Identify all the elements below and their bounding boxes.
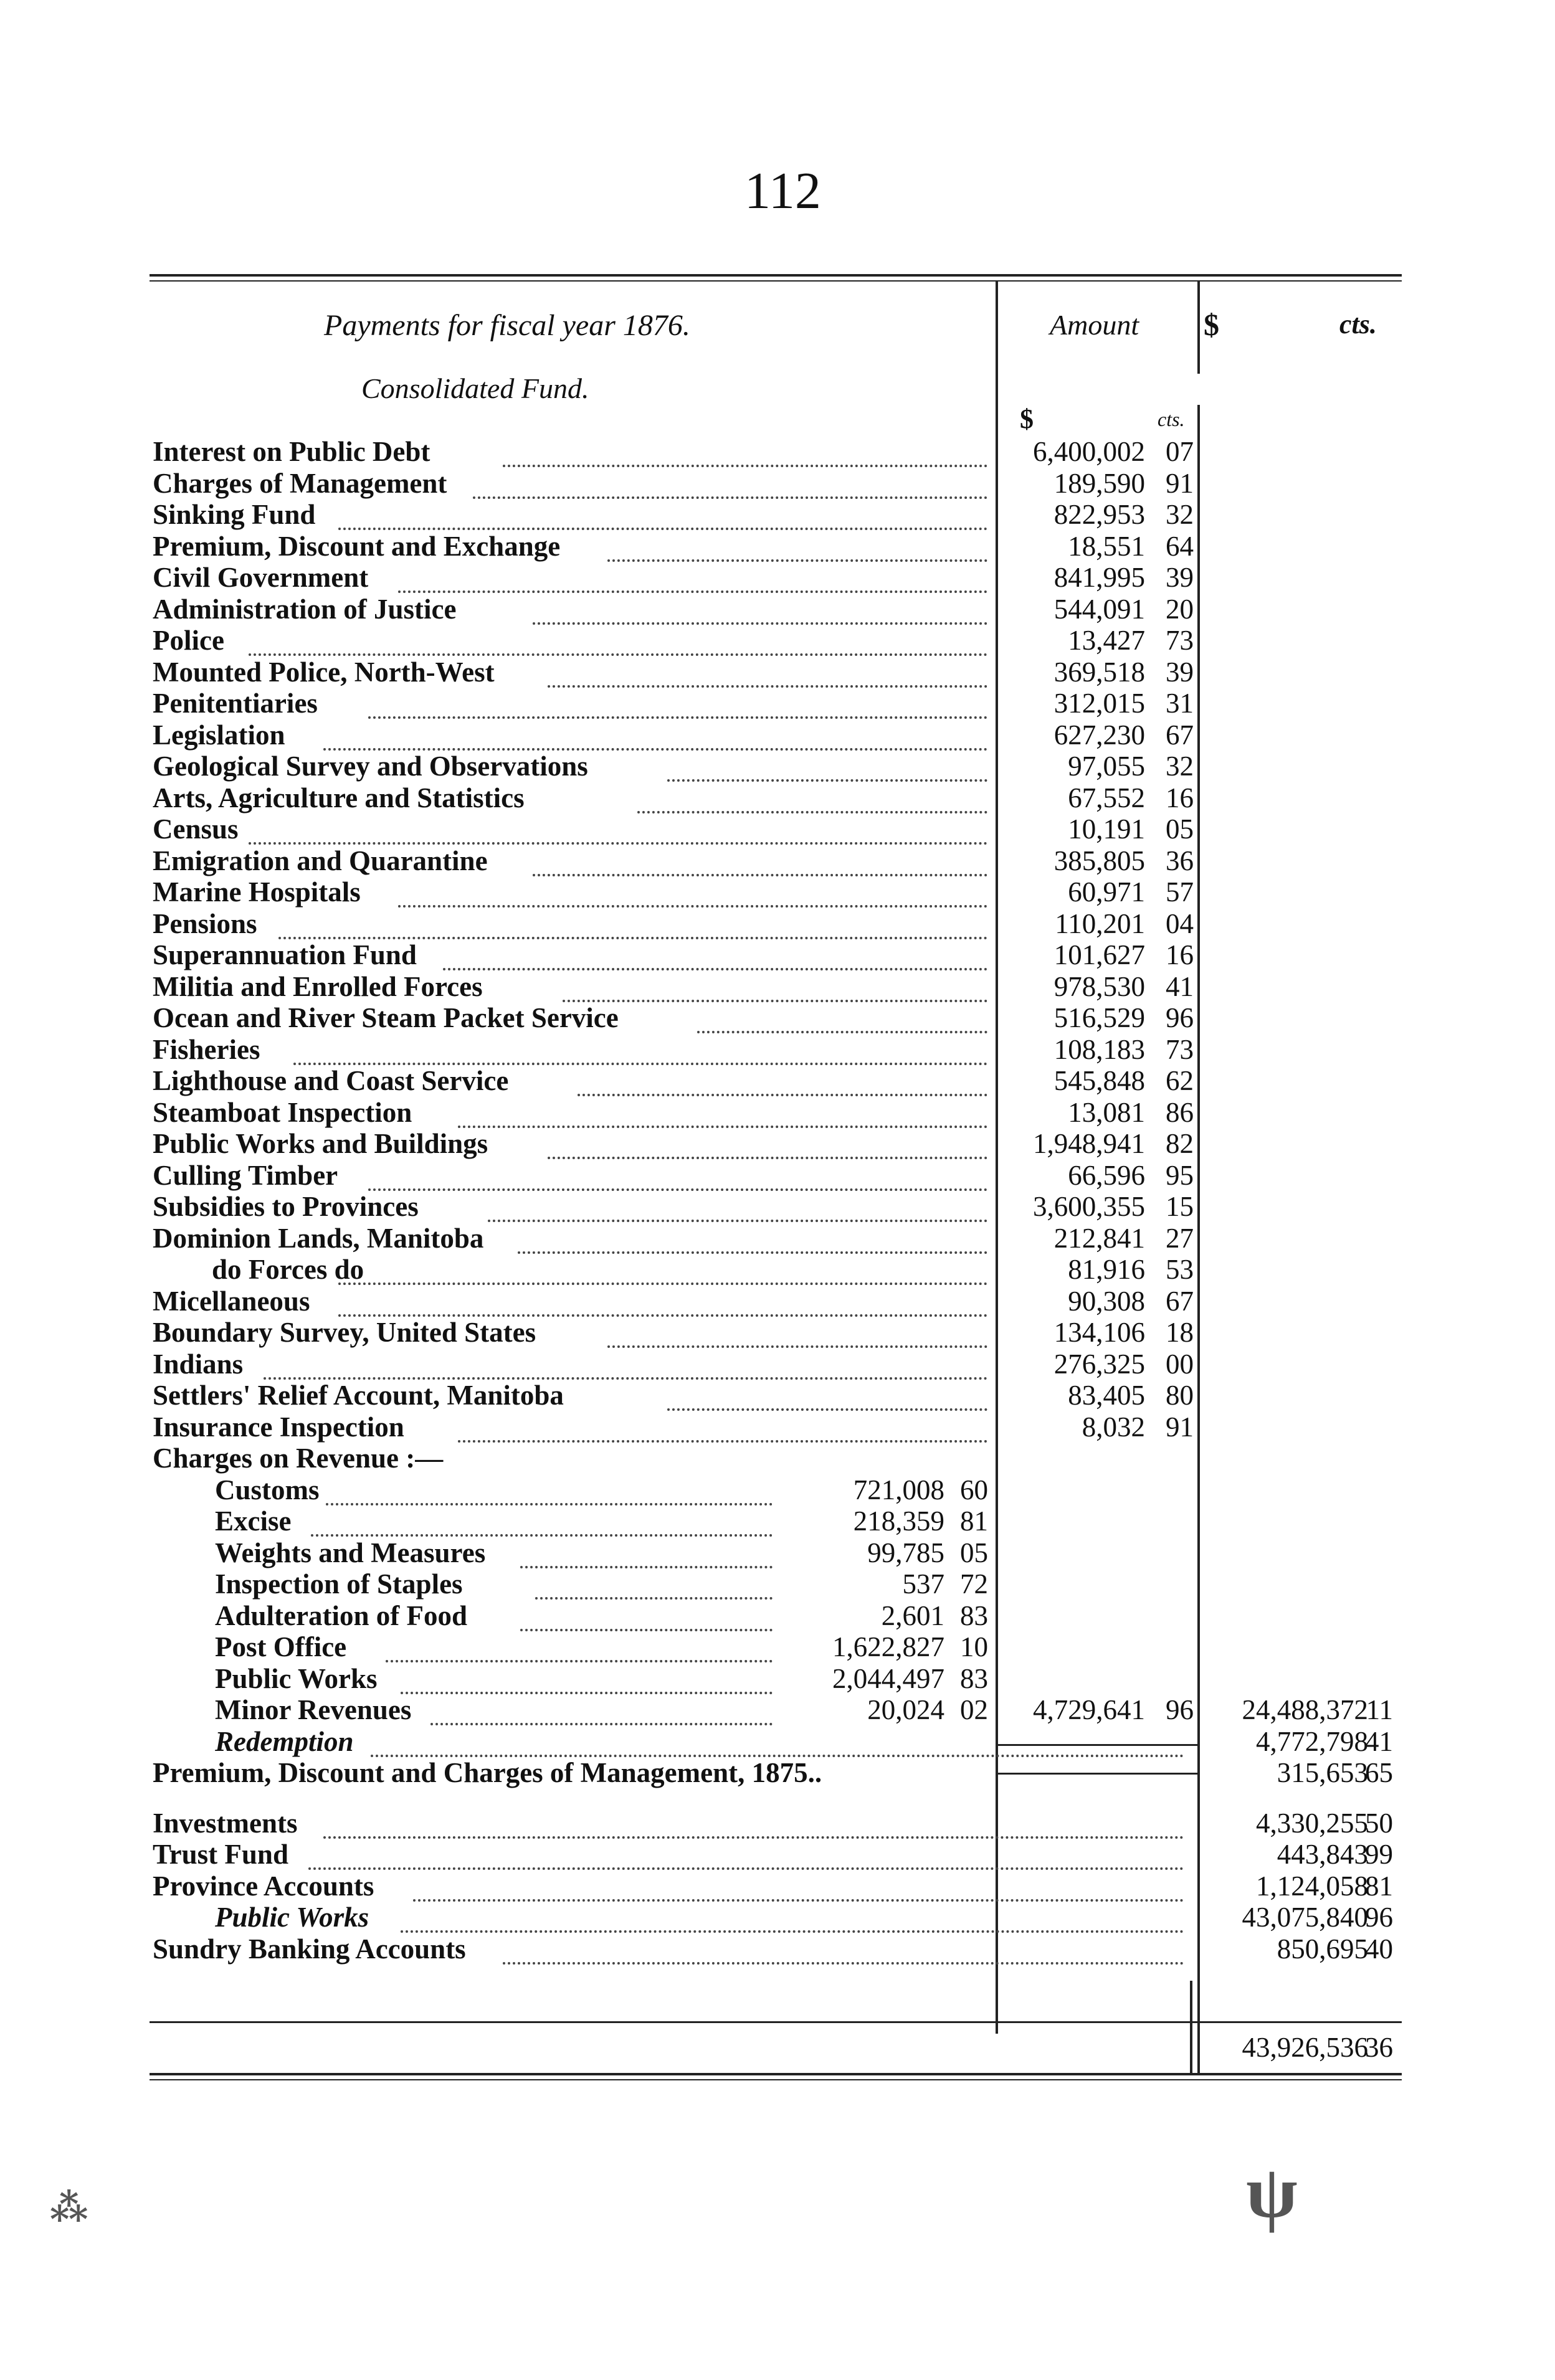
- amount-dollars: 822,953: [1053, 499, 1145, 530]
- amount-cents: 39: [1166, 656, 1194, 688]
- account-cents: 40: [1365, 1933, 1393, 1965]
- amount-dollars: 627,230: [1053, 719, 1145, 751]
- revenue-item-row: [0, 1505, 1555, 1537]
- amount-dollars: 18,551: [1068, 530, 1145, 562]
- amount-cents: 07: [1166, 436, 1194, 467]
- row-label: Culling Timber: [153, 1159, 338, 1191]
- amount-cents: 57: [1166, 876, 1194, 908]
- sub-amount-dollars: 537: [902, 1568, 944, 1600]
- row-label: Census: [153, 813, 239, 845]
- amount-dollars: 545,848: [1053, 1065, 1145, 1096]
- leader-dots: [548, 1128, 987, 1159]
- sub-amount-dollars: 1,622,827: [832, 1631, 944, 1662]
- leader-dots: [368, 688, 987, 719]
- leader-dots: [458, 1097, 987, 1128]
- amount-cents: 39: [1166, 562, 1194, 593]
- amount-dollars: 110,201: [1055, 908, 1145, 939]
- row-label: Premium, Discount and Charges of Management, 1875..: [153, 1757, 822, 1788]
- fund-row: [0, 1317, 1555, 1348]
- leader-dots: [401, 1902, 1184, 1933]
- leader-dots: [338, 1254, 987, 1285]
- leader-dots: [371, 1726, 1184, 1757]
- leader-dots: [578, 1065, 987, 1096]
- amount-cents: 32: [1166, 499, 1194, 530]
- grand-total: [0, 2032, 1555, 2063]
- account-dollars: 4,772,798: [1256, 1725, 1368, 1757]
- leader-dots: [520, 1537, 773, 1568]
- grand-total-cents: 36: [1365, 2032, 1393, 2063]
- section-subtitle: Consolidated Fund.: [361, 372, 589, 404]
- account-dollars: 43,075,840: [1242, 1902, 1368, 1933]
- fund-row: [0, 436, 1555, 467]
- fund-row: [0, 876, 1555, 908]
- bottom-rule-thin: [150, 2079, 1402, 2080]
- row-label: Redemption: [215, 1725, 354, 1757]
- sub-amount-dollars: 99,785: [867, 1537, 944, 1568]
- amount-dollars: 189,590: [1053, 467, 1145, 499]
- amount-unit-cents: cts.: [1158, 408, 1185, 430]
- amount-dollars: 385,805: [1053, 845, 1145, 876]
- cents-column-header: cts.: [1339, 309, 1377, 339]
- row-label: Province Accounts: [153, 1870, 374, 1902]
- fund-row: [0, 1286, 1555, 1317]
- amount-dollars: 13,081: [1068, 1096, 1145, 1128]
- amount-dollars: 369,518: [1053, 656, 1145, 688]
- leader-dots: [323, 719, 987, 751]
- leader-dots: [607, 531, 987, 562]
- amount-dollars: 312,015: [1053, 688, 1145, 719]
- amount-cents: 16: [1166, 939, 1194, 970]
- row-label: Interest on Public Debt: [153, 436, 430, 467]
- leader-dots: [398, 562, 987, 593]
- fund-row: [0, 1223, 1555, 1254]
- amount-cents: 95: [1166, 1159, 1194, 1191]
- account-cents: 81: [1365, 1870, 1393, 1902]
- leader-dots: [311, 1505, 773, 1537]
- leader-dots: [249, 813, 987, 845]
- amount-cents: 36: [1166, 845, 1194, 876]
- leader-dots: [488, 1191, 987, 1222]
- fund-row: [0, 594, 1555, 625]
- subtotal-cents: 96: [1166, 1694, 1194, 1725]
- fund-row: [0, 657, 1555, 688]
- leader-dots: [667, 751, 987, 782]
- pre-total-rule: [150, 2021, 1402, 2023]
- charges-heading-row: [0, 1443, 1555, 1474]
- row-label: Excise: [215, 1505, 292, 1537]
- fund-total-dollars: 24,488,372: [1242, 1694, 1368, 1725]
- sub-amount-cents: 81: [960, 1505, 988, 1537]
- amount-dollars: 6,400,002: [1033, 436, 1145, 467]
- leader-dots: [563, 971, 987, 1002]
- amount-cents: 62: [1166, 1065, 1194, 1096]
- row-label: Trust Fund: [153, 1839, 288, 1870]
- leader-dots: [503, 436, 987, 467]
- sub-amount-cents: 83: [960, 1662, 988, 1694]
- account-dollars: 315,653: [1277, 1757, 1368, 1788]
- amount-dollars: 3,600,355: [1033, 1191, 1145, 1222]
- amount-dollars: 212,841: [1053, 1222, 1145, 1254]
- margin-smudge-icon: ⁂: [50, 2188, 88, 2229]
- row-label: Geological Survey and Observations: [153, 751, 588, 782]
- row-label: do Forces do: [212, 1254, 364, 1285]
- revenue-item-row: [0, 1663, 1555, 1694]
- amount-dollars: 13,427: [1068, 625, 1145, 656]
- row-label: Sundry Banking Accounts: [153, 1933, 466, 1965]
- amount-cents: 67: [1166, 1285, 1194, 1317]
- amount-cents: 16: [1166, 782, 1194, 813]
- fund-row: [0, 468, 1555, 499]
- leader-dots: [368, 1160, 987, 1191]
- sub-amount-dollars: 2,044,497: [832, 1662, 944, 1694]
- leader-dots: [548, 657, 987, 688]
- account-row: [0, 1870, 1555, 1902]
- leader-dots: [323, 1808, 1184, 1839]
- fund-row: [0, 1191, 1555, 1222]
- row-label: Pensions: [153, 908, 257, 939]
- fund-row: [0, 1349, 1555, 1380]
- row-label: Civil Government: [153, 562, 369, 593]
- account-row: [0, 1808, 1555, 1839]
- amount-cents: 05: [1166, 813, 1194, 845]
- amount-cents: 67: [1166, 719, 1194, 751]
- amount-cents: 20: [1166, 593, 1194, 625]
- row-label: Fisheries: [153, 1033, 260, 1065]
- sub-amount-cents: 02: [960, 1694, 988, 1725]
- row-label: Public Works: [215, 1902, 369, 1933]
- leader-dots: [326, 1474, 773, 1505]
- redemption-rule: [998, 1773, 1197, 1775]
- row-label: Weights and Measures: [215, 1537, 486, 1568]
- amount-unit-dollar: $: [1020, 404, 1034, 434]
- account-cents: 41: [1365, 1725, 1393, 1757]
- amount-dollars: 841,995: [1053, 562, 1145, 593]
- sub-amount-cents: 10: [960, 1631, 988, 1662]
- row-label: Ocean and River Steam Packet Service: [153, 1002, 619, 1033]
- amount-dollars: 978,530: [1053, 970, 1145, 1002]
- leader-dots: [338, 1286, 987, 1317]
- amount-cents: 27: [1166, 1222, 1194, 1254]
- account-cents: 50: [1365, 1807, 1393, 1839]
- fund-row: [0, 971, 1555, 1002]
- subtotal-rule: [998, 1744, 1197, 1746]
- amount-dollars: 97,055: [1068, 751, 1145, 782]
- leader-dots: [473, 468, 987, 499]
- leader-dots: [338, 499, 987, 530]
- row-label: Lighthouse and Coast Service: [153, 1065, 509, 1096]
- account-cents: 99: [1365, 1839, 1393, 1870]
- account-row: [0, 1902, 1555, 1933]
- amount-cents: 73: [1166, 1033, 1194, 1065]
- account-row: [0, 1933, 1555, 1965]
- amount-dollars: 134,106: [1053, 1317, 1145, 1348]
- fund-row: [0, 1160, 1555, 1191]
- fund-row: [0, 813, 1555, 845]
- top-rule: [150, 274, 1402, 277]
- account-cents: 96: [1365, 1902, 1393, 1933]
- fund-row: [0, 1380, 1555, 1411]
- fund-row: [0, 1002, 1555, 1033]
- row-label: Post Office: [215, 1631, 347, 1662]
- row-label: Mounted Police, North-West: [153, 656, 495, 688]
- amount-dollars: 90,308: [1068, 1285, 1145, 1317]
- revenue-item-row: [0, 1694, 1555, 1725]
- fund-row: [0, 1411, 1555, 1443]
- revenue-item-row: [0, 1568, 1555, 1600]
- row-label: Premium, Discount and Exchange: [153, 530, 561, 562]
- amount-cents: 82: [1166, 1128, 1194, 1159]
- row-label: Superannuation Fund: [153, 939, 417, 970]
- account-dollars: 443,843: [1277, 1839, 1368, 1870]
- row-label: Charges on Revenue :—: [153, 1443, 444, 1474]
- page-number: 112: [744, 162, 821, 220]
- subtotal-dollars: 4,729,641: [1033, 1694, 1145, 1725]
- row-label: Indians: [153, 1348, 244, 1380]
- amount-cents: 86: [1166, 1096, 1194, 1128]
- row-label: Public Works: [215, 1662, 378, 1694]
- row-label: Adulteration of Food: [215, 1600, 467, 1631]
- row-label: Steamboat Inspection: [153, 1096, 412, 1128]
- leader-dots: [535, 1568, 773, 1600]
- amount-cents: 04: [1166, 908, 1194, 939]
- sub-amount-dollars: 20,024: [867, 1694, 944, 1725]
- fund-row: [0, 751, 1555, 782]
- amount-cents: 91: [1166, 1411, 1194, 1443]
- amount-dollars: 60,971: [1068, 876, 1145, 908]
- amount-dollars: 66,596: [1068, 1159, 1145, 1191]
- sub-amount-cents: 83: [960, 1600, 988, 1631]
- fund-row: [0, 782, 1555, 813]
- ink-blot-icon: ψ: [1246, 2150, 1298, 2233]
- leader-dots: [520, 1600, 773, 1631]
- row-label: Customs: [215, 1474, 320, 1505]
- account-dollars: 4,330,255: [1256, 1807, 1368, 1839]
- row-label: Investments: [153, 1807, 298, 1839]
- row-label: Minor Revenues: [215, 1694, 412, 1725]
- sub-amount-cents: 72: [960, 1568, 988, 1600]
- leader-dots: [413, 1870, 1184, 1902]
- amount-cents: 96: [1166, 1002, 1194, 1033]
- amount-cents: 91: [1166, 467, 1194, 499]
- grand-total-dollars: 43,926,536: [1242, 2032, 1368, 2063]
- fund-row: [0, 719, 1555, 751]
- account-row: [0, 1839, 1555, 1870]
- fund-row: [0, 1065, 1555, 1096]
- leader-dots: [607, 1317, 987, 1348]
- sub-amount-cents: 05: [960, 1537, 988, 1568]
- fund-row: [0, 625, 1555, 656]
- fund-total-cents: 11: [1366, 1694, 1393, 1725]
- leader-dots: [533, 594, 987, 625]
- amount-cents: 80: [1166, 1380, 1194, 1411]
- amount-dollars: 10,191: [1068, 813, 1145, 845]
- amount-cents: 18: [1166, 1317, 1194, 1348]
- fund-row: [0, 1097, 1555, 1128]
- leader-dots: [398, 876, 987, 908]
- leader-dots: [443, 939, 987, 970]
- amount-cents: 73: [1166, 625, 1194, 656]
- leader-dots: [278, 908, 987, 939]
- amount-dollars: 83,405: [1068, 1380, 1145, 1411]
- leader-dots: [503, 1933, 1184, 1965]
- leader-dots: [308, 1839, 1184, 1870]
- revenue-item-row: [0, 1537, 1555, 1568]
- amount-cents: 15: [1166, 1191, 1194, 1222]
- leader-dots: [264, 1349, 987, 1380]
- fund-row: [0, 939, 1555, 970]
- sub-amount-dollars: 218,359: [853, 1505, 944, 1537]
- leader-dots: [249, 625, 987, 656]
- row-label: Settlers' Relief Account, Manitoba: [153, 1380, 564, 1411]
- amount-dollars: 544,091: [1053, 593, 1145, 625]
- account-cents: 65: [1365, 1757, 1393, 1788]
- amount-cents: 64: [1166, 530, 1194, 562]
- leader-dots: [430, 1694, 773, 1725]
- revenue-item-row: [0, 1600, 1555, 1631]
- row-label: Micellaneous: [153, 1285, 310, 1317]
- row-label: Inspection of Staples: [215, 1568, 463, 1600]
- amount-cents: 32: [1166, 751, 1194, 782]
- fund-row: [0, 499, 1555, 530]
- dollar-column-header: $: [1204, 307, 1219, 342]
- amount-cents: 00: [1166, 1348, 1194, 1380]
- leader-dots: [293, 1034, 987, 1065]
- amount-dollars: 108,183: [1053, 1033, 1145, 1065]
- fund-row: [0, 531, 1555, 562]
- leader-dots: [401, 1663, 773, 1694]
- amount-dollars: 1,948,941: [1033, 1128, 1145, 1159]
- row-label: Dominion Lands, Manitoba: [153, 1222, 484, 1254]
- table-title: Payments for fiscal year 1876.: [324, 309, 690, 342]
- row-label: Arts, Agriculture and Statistics: [153, 782, 525, 813]
- amount-dollars: 516,529: [1053, 1002, 1145, 1033]
- header-divider-rule: [1197, 280, 1200, 374]
- sub-amount-dollars: 721,008: [853, 1474, 944, 1505]
- leader-dots: [458, 1411, 987, 1443]
- row-label: Administration of Justice: [153, 593, 457, 625]
- row-label: Sinking Fund: [153, 499, 316, 530]
- amount-cents: 41: [1166, 970, 1194, 1002]
- account-row: [0, 1757, 1555, 1788]
- account-dollars: 1,124,058: [1256, 1870, 1368, 1902]
- leader-dots: [386, 1631, 773, 1662]
- top-rule-thin: [150, 280, 1402, 282]
- row-label: Charges of Management: [153, 467, 447, 499]
- row-label: Militia and Enrolled Forces: [153, 970, 483, 1002]
- fund-row: [0, 845, 1555, 876]
- sub-amount-cents: 60: [960, 1474, 988, 1505]
- row-label: Subsidies to Provinces: [153, 1191, 419, 1222]
- leader-dots: [697, 1002, 987, 1033]
- row-label: Marine Hospitals: [153, 876, 361, 908]
- row-label: Police: [153, 625, 224, 656]
- leader-dots: [667, 1380, 987, 1411]
- amount-dollars: 101,627: [1053, 939, 1145, 970]
- fund-row: [0, 688, 1555, 719]
- bottom-rule: [150, 2073, 1402, 2075]
- revenue-item-row: [0, 1474, 1555, 1505]
- row-label: Legislation: [153, 719, 285, 751]
- revenue-item-row: [0, 1631, 1555, 1662]
- amount-cents: 53: [1166, 1254, 1194, 1285]
- account-dollars: 850,695: [1277, 1933, 1368, 1965]
- fund-row: [0, 1128, 1555, 1159]
- row-label: Boundary Survey, United States: [153, 1317, 536, 1348]
- amount-dollars: 8,032: [1082, 1411, 1145, 1443]
- fund-row: [0, 1034, 1555, 1065]
- amount-cents: 31: [1166, 688, 1194, 719]
- leader-dots: [533, 845, 987, 876]
- row-label: Insurance Inspection: [153, 1411, 404, 1443]
- fund-row: [0, 908, 1555, 939]
- account-row: [0, 1726, 1555, 1757]
- amount-dollars: 81,916: [1068, 1254, 1145, 1285]
- fund-row: [0, 562, 1555, 593]
- leader-dots: [518, 1223, 987, 1254]
- amount-column-header: Amount: [1050, 309, 1139, 341]
- row-label: Public Works and Buildings: [153, 1128, 488, 1159]
- row-label: Emigration and Quarantine: [153, 845, 488, 876]
- row-label: Penitentiaries: [153, 688, 318, 719]
- fund-row: [0, 1254, 1555, 1285]
- amount-dollars: 67,552: [1068, 782, 1145, 813]
- leader-dots: [637, 782, 987, 813]
- amount-dollars: 276,325: [1053, 1348, 1145, 1380]
- sub-amount-dollars: 2,601: [881, 1600, 944, 1631]
